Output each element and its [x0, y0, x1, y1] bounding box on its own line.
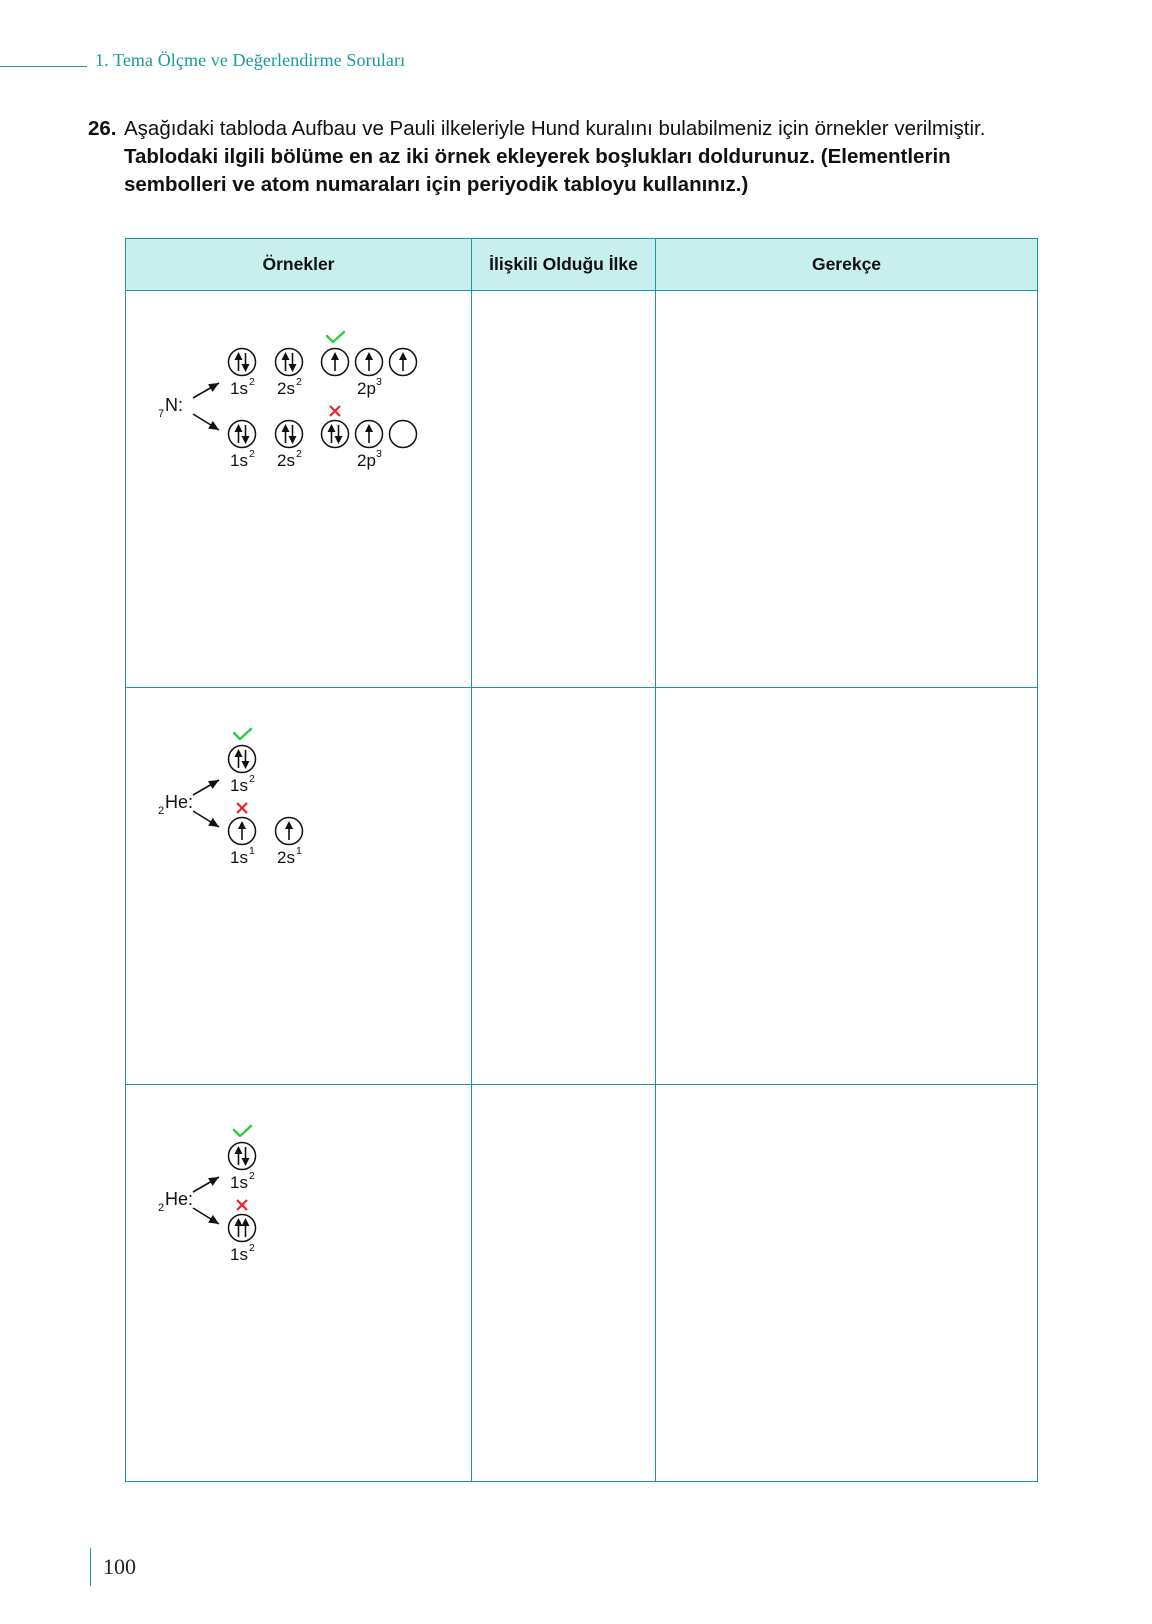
electron-count: 2: [249, 448, 255, 460]
orbital-box: [229, 1215, 256, 1242]
header-principle: İlişkili Olduğu İlke: [472, 239, 656, 291]
electron-count: 3: [376, 448, 382, 460]
principle-cell[interactable]: [472, 1085, 656, 1482]
orbital-box: [276, 818, 303, 845]
electron-count: 1: [296, 845, 302, 857]
pointer-arrow: [193, 1208, 219, 1224]
subshell-label: 2s: [277, 848, 295, 867]
header-rule: [0, 66, 87, 67]
subshell-label: 2s: [277, 379, 295, 398]
orbital-box: [322, 349, 349, 376]
electron-count: 2: [249, 1170, 255, 1182]
orbital-box: [276, 421, 303, 448]
electron-count: 2: [249, 773, 255, 785]
reason-cell[interactable]: [656, 291, 1038, 688]
running-header: 1. Tema Ölçme ve Değerlendirme Soruları: [95, 50, 406, 70]
orbital-box: [229, 349, 256, 376]
orbital-box: [390, 349, 417, 376]
pointer-arrow: [193, 414, 219, 430]
question-26: [88, 115, 1028, 199]
check-icon: [234, 1126, 251, 1136]
atomic-number: 7: [158, 408, 165, 420]
orbital-box: [390, 421, 417, 448]
orbital-diagram: [126, 291, 472, 687]
header-examples: Örnekler: [126, 239, 472, 291]
element-symbol: N:: [165, 395, 183, 415]
pointer-arrow: [193, 780, 219, 795]
subshell-label: 1s: [230, 776, 248, 795]
orbital-box: [229, 1143, 256, 1170]
table-header-row: [126, 239, 1038, 291]
check-icon: [234, 729, 251, 739]
subshell-label: 2p: [357, 451, 376, 470]
question-intro: Aşağıdaki tabloda Aufbau ve Pauli ilkeleriyle Hund kuralını bulabilmeniz için örnekler verilmiştir.: [124, 117, 986, 140]
orbital-box: [276, 349, 303, 376]
page-number-rule: [90, 1548, 91, 1586]
orbital-box: [229, 818, 256, 845]
reason-cell[interactable]: [656, 1085, 1038, 1482]
subshell-label: 2s: [277, 451, 295, 470]
orbital-box: [229, 746, 256, 773]
check-icon: [327, 332, 344, 342]
table-row: [126, 291, 1038, 688]
element-symbol: He:: [165, 1189, 194, 1209]
cross-icon: [237, 803, 247, 813]
electron-count: 2: [296, 376, 302, 388]
subshell-label: 1s: [230, 451, 248, 470]
atomic-number: 2: [158, 1202, 165, 1214]
pointer-arrow: [193, 811, 219, 827]
subshell-label: 1s: [230, 848, 248, 867]
question-number: 26.: [88, 117, 117, 140]
principle-cell[interactable]: [472, 688, 656, 1085]
example-cell: [126, 291, 472, 688]
element-symbol: He:: [165, 792, 194, 812]
subshell-label: 2p: [357, 379, 376, 398]
orbital-box: [356, 349, 383, 376]
electron-count: 2: [249, 1242, 255, 1254]
question-instruction: Tablodaki ilgili bölüme en az iki örnek ekleyerek boşlukları doldurunuz. (Elementlerin sembolleri ve atom numaraları için periyodik tabloyu kullanınız.): [124, 145, 951, 196]
cross-icon: [237, 1200, 247, 1210]
pointer-arrow: [193, 383, 219, 398]
orbital-box: [322, 421, 349, 448]
page-number: 100: [103, 1554, 136, 1579]
orbital-box: [229, 421, 256, 448]
electron-count: 3: [376, 376, 382, 388]
subshell-label: 1s: [230, 1173, 248, 1192]
subshell-label: 1s: [230, 379, 248, 398]
electron-count: 2: [249, 376, 255, 388]
subshell-label: 1s: [230, 1245, 248, 1264]
example-cell: [126, 688, 472, 1085]
electron-count: 1: [249, 845, 255, 857]
table-row: [126, 1085, 1038, 1482]
orbital-box: [356, 421, 383, 448]
atomic-number: 2: [158, 805, 165, 817]
orbital-diagram: [126, 1085, 472, 1481]
cross-icon: [330, 406, 340, 416]
principles-table: [125, 238, 1038, 1482]
reason-cell[interactable]: [656, 688, 1038, 1085]
principle-cell[interactable]: [472, 291, 656, 688]
electron-count: 2: [296, 448, 302, 460]
table-row: [126, 688, 1038, 1085]
header-reason: Gerekçe: [656, 239, 1038, 291]
pointer-arrow: [193, 1177, 219, 1192]
orbital-diagram: [126, 688, 472, 1084]
example-cell: [126, 1085, 472, 1482]
